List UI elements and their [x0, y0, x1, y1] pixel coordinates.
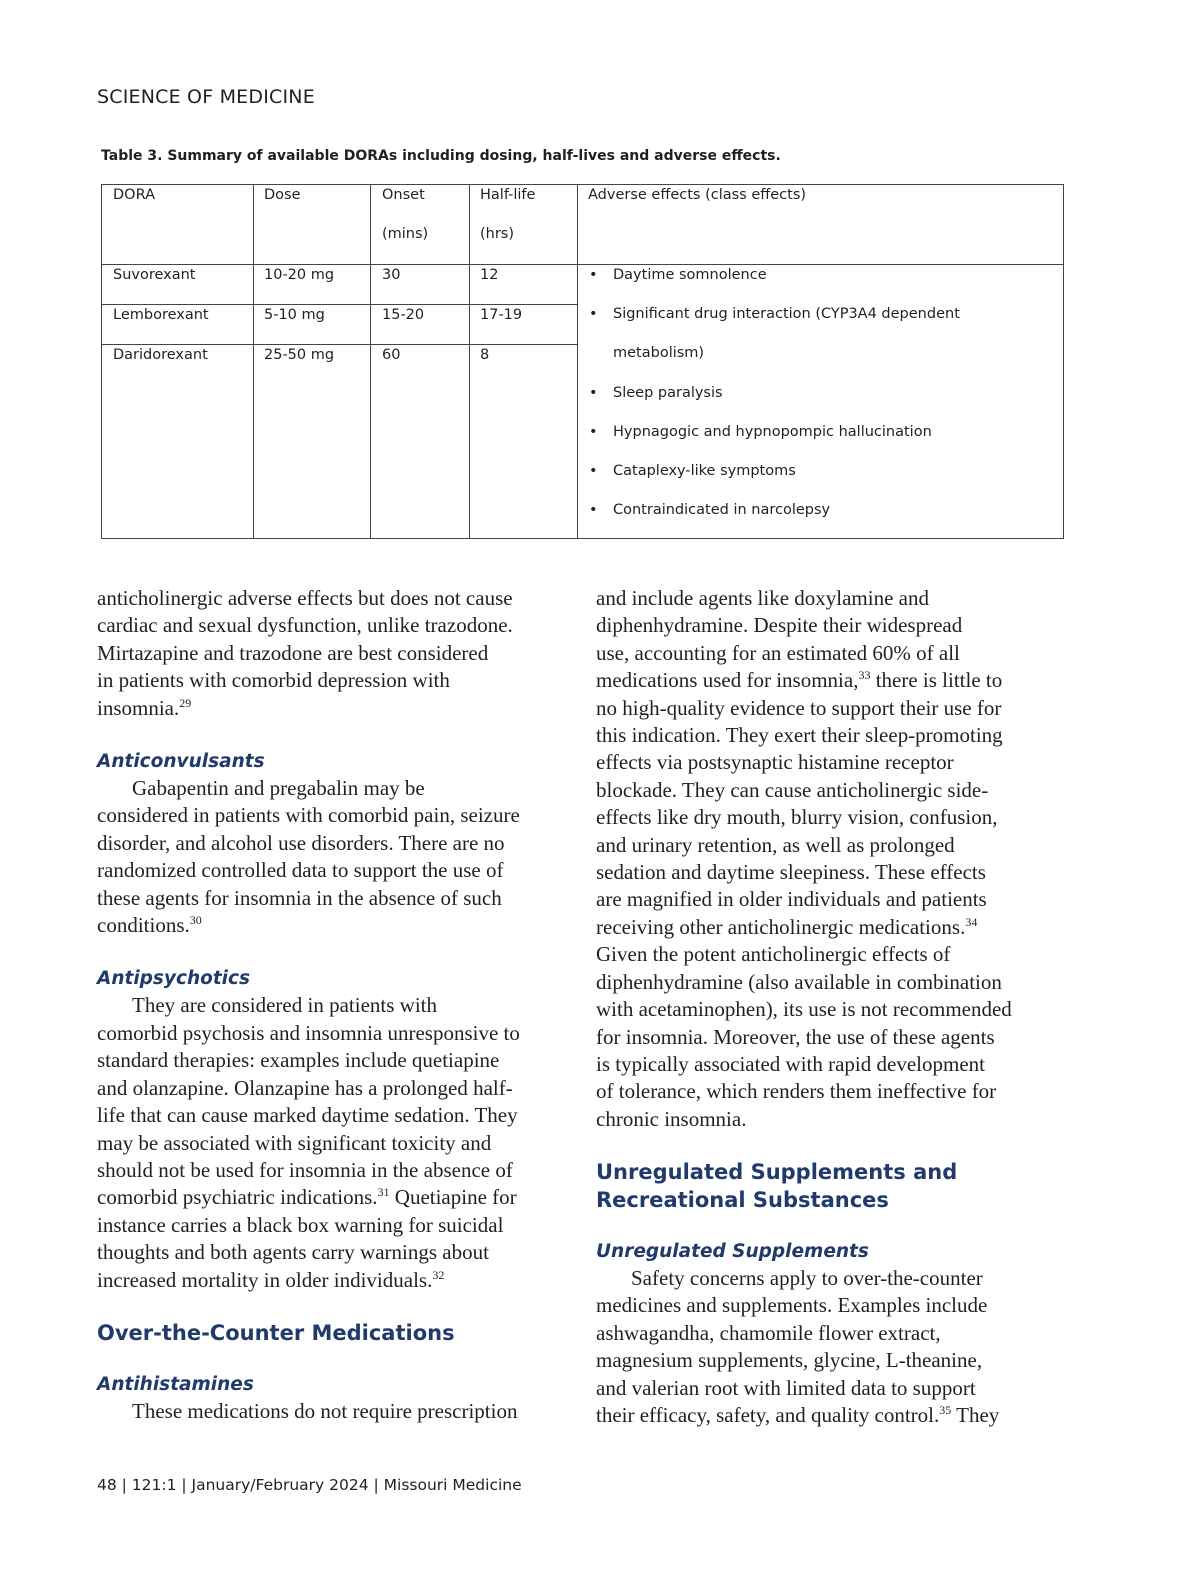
line: Gabapentin and pregabalin may be [132, 776, 425, 801]
row-dose: 10-20 mg [264, 267, 335, 283]
line: and olanzapine. Olanzapine has a prolonged half- [97, 1075, 513, 1100]
line: effects like dry mouth, blurry vision, confusion, [596, 805, 998, 830]
line: thoughts and both agents carry warnings about [97, 1240, 489, 1265]
line: standard therapies: examples include quetiapine [97, 1048, 500, 1073]
adverse-effect-item: • Hypnagogic and hypnopompic hallucination [586, 413, 960, 452]
table-caption: Table 3. Summary of available DORAs including dosing, half-lives and adverse effects. [101, 148, 781, 164]
line: no high-quality evidence to support their use for [596, 695, 1002, 720]
adverse-effect-item: • Daytime somnolence [586, 256, 960, 295]
line: comorbid psychiatric indications. [97, 1185, 378, 1210]
line: Given the potent anticholinergic effects of [596, 942, 951, 967]
heading-line: Unregulated Supplements and [596, 1160, 958, 1185]
paragraph-supplements [596, 1265, 1066, 1429]
adverse-effect-item: • Contraindicated in narcolepsy [586, 491, 960, 530]
line: are magnified in older individuals and patients [596, 887, 987, 912]
header-dora: DORA [113, 187, 155, 203]
line: blockade. They can cause anticholinergic side- [596, 777, 989, 802]
unregulated-heading [596, 1159, 1066, 1214]
left-column [97, 585, 557, 1426]
dora-table [101, 184, 1064, 539]
line: may be associated with significant toxicity and [97, 1130, 492, 1155]
header-halflife-unit: (hrs) [480, 226, 515, 242]
line: sedation and daytime sleepiness. These effects [596, 860, 986, 885]
line: their efficacy, safety, and quality control. [596, 1402, 940, 1427]
adverse-effect-item: • Significant drug interaction (CYP3A4 dependent [586, 295, 960, 334]
page-footer: 48 | 121:1 | January/February 2024 | Missouri Medicine [97, 1476, 522, 1494]
row-dora: Lemborexant [113, 307, 209, 323]
line: and include agents like doxylamine and [596, 586, 929, 610]
reference: 31 [377, 1185, 390, 1200]
reference: 33 [858, 668, 871, 683]
row-halflife: 17-19 [480, 307, 523, 323]
reference: 29 [179, 695, 192, 710]
paragraph-antihistamines-start [97, 1398, 557, 1425]
header-onset-unit: (mins) [382, 226, 429, 242]
row-halflife: 12 [480, 267, 499, 283]
line: ashwagandha, chamomile flower extract, [596, 1320, 941, 1345]
line-continued: They [951, 1402, 1000, 1427]
adverse-effect-item-continued: metabolism) [613, 345, 705, 362]
adverse-effect-item: • Cataplexy-like symptoms [586, 452, 960, 491]
line: for insomnia. Moreover, the use of these agents [596, 1024, 995, 1049]
line: diphenhydramine (also available in combination [596, 969, 1002, 994]
line-continued: there is little to [870, 668, 1003, 693]
header-adverse: Adverse effects (class effects) [588, 187, 807, 203]
line: diphenhydramine. Despite their widespread [596, 613, 963, 638]
otc-heading: Over-the-Counter Medications [97, 1320, 455, 1345]
line: comorbid psychosis and insomnia unresponsive to [97, 1020, 520, 1045]
row-dora: Daridorexant [113, 347, 208, 363]
line: is typically associated with rapid development [596, 1051, 985, 1076]
anticonvulsants-heading: Anticonvulsants [97, 751, 265, 773]
line: Mirtazapine and trazodone are best considered [97, 640, 489, 665]
line: These medications do not require prescription [132, 1399, 518, 1424]
antihistamines-heading: Antihistamines [97, 1374, 254, 1396]
adverse-effects-list [586, 256, 960, 530]
line: and valerian root with limited data to support [596, 1375, 976, 1400]
reference: 34 [965, 914, 978, 929]
line: anticholinergic adverse effects but does not cause [97, 586, 513, 610]
line: of tolerance, which renders them ineffective for [596, 1079, 997, 1104]
line: increased mortality in older individuals. [97, 1267, 433, 1292]
heading-line: Recreational Substances [596, 1187, 889, 1212]
line: in patients with comorbid depression with [97, 668, 450, 693]
line: medicines and supplements. Examples include [596, 1293, 988, 1318]
reference: 32 [432, 1267, 445, 1282]
header-onset: Onset [382, 187, 425, 203]
line: conditions. [97, 913, 190, 938]
paragraph-antipsychotics [97, 992, 557, 1293]
line: disorder, and alcohol use disorders. There are no [97, 830, 505, 855]
line: should not be used for insomnia in the absence of [97, 1157, 513, 1182]
line: considered in patients with comorbid pain, seizure [97, 803, 520, 828]
line: They are considered in patients with [132, 993, 437, 1018]
reference: 30 [189, 913, 202, 928]
line: use, accounting for an estimated 60% of all [596, 640, 960, 665]
reference: 35 [939, 1402, 952, 1417]
line: cardiac and sexual dysfunction, unlike trazodone. [97, 613, 513, 638]
header-dose: Dose [264, 187, 301, 203]
row-dose: 5-10 mg [264, 307, 325, 323]
paragraph-mirtazapine [97, 585, 557, 722]
line: Safety concerns apply to over-the-counter [631, 1265, 983, 1290]
line: insomnia. [97, 695, 180, 720]
line: these agents for insomnia in the absence of such [97, 885, 502, 910]
running-head: SCIENCE OF MEDICINE [97, 86, 315, 108]
line: chronic insomnia. [596, 1106, 747, 1131]
line: life that can cause marked daytime sedation. They [97, 1103, 518, 1128]
line: this indication. They exert their sleep-promoting [596, 723, 1003, 748]
line: receiving other anticholinergic medications. [596, 914, 966, 939]
line-continued: Quetiapine for [389, 1185, 517, 1210]
line: effects via postsynaptic histamine receptor [596, 750, 954, 775]
row-onset: 60 [382, 347, 401, 363]
row-onset: 30 [382, 267, 401, 283]
line: randomized controlled data to support the use of [97, 858, 504, 883]
row-dora: Suvorexant [113, 267, 196, 283]
header-halflife: Half-life [480, 187, 536, 203]
row-halflife: 8 [480, 347, 490, 363]
line: instance carries a black box warning for suicidal [97, 1212, 504, 1237]
line: and urinary retention, as well as prolonged [596, 832, 955, 857]
paragraph-antihistamines [596, 585, 1066, 1133]
row-dose: 25-50 mg [264, 347, 335, 363]
line: with acetaminophen), its use is not recommended [596, 997, 1012, 1022]
antipsychotics-heading: Antipsychotics [97, 968, 250, 990]
supplements-subheading: Unregulated Supplements [596, 1240, 869, 1262]
line: magnesium supplements, glycine, L-theanine, [596, 1348, 983, 1373]
right-column [596, 585, 1066, 1429]
line: medications used for insomnia, [596, 668, 859, 693]
adverse-effect-item: • Sleep paralysis [586, 374, 960, 413]
row-onset: 15-20 [382, 307, 425, 323]
paragraph-anticonvulsants [97, 775, 557, 939]
